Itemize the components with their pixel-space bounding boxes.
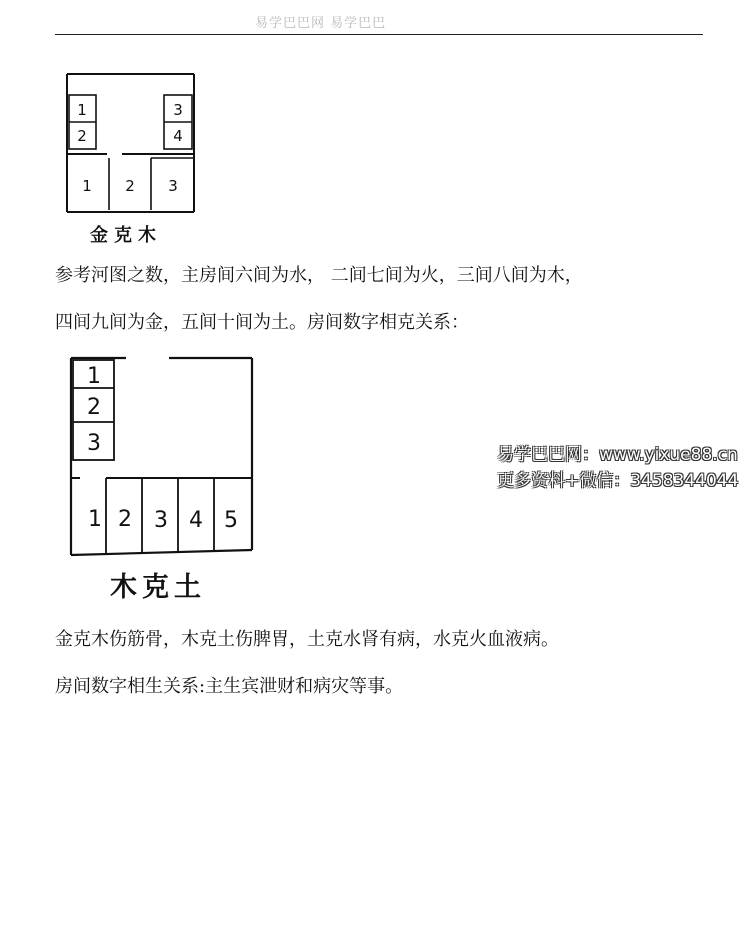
floorplan-diagram-1 (62, 58, 202, 218)
watermark-line-1: 易学巴巴网：www.yixue88.cn (497, 445, 738, 465)
watermark-line-2: 更多资料+微信：3458344044 (497, 471, 739, 491)
room-label: 4 (173, 127, 183, 145)
paragraph-1-line-2: 四间九间为金，五间十间为土。房间数字相克关系： (55, 312, 469, 333)
diagram-1-caption: 金克木 (90, 225, 162, 246)
paragraph-2-line-1: 金克木伤筋骨，木克土伤脾胃，土克水肾有病，水克火血液病。 (55, 629, 559, 650)
room-label: 1 (87, 364, 101, 389)
room-label: 5 (224, 508, 238, 533)
floorplan-diagram-2 (66, 350, 261, 565)
floorplan-1-svg (62, 58, 202, 218)
floorplan-2-svg (66, 350, 261, 565)
room-label: 2 (118, 507, 132, 532)
room-label: 3 (154, 508, 168, 533)
bottom-wall (71, 550, 252, 555)
room-label: 2 (77, 127, 87, 145)
room-label: 2 (87, 395, 101, 420)
room-label: 2 (125, 177, 135, 195)
diagram-2-caption: 木克土 (110, 572, 206, 603)
header-divider (55, 34, 703, 35)
room-label: 3 (173, 101, 183, 119)
room-label: 4 (189, 508, 203, 533)
room-label: 1 (82, 177, 92, 195)
room-label: 3 (87, 431, 101, 456)
page-header-text: 易学巴巴网 易学巴巴 (255, 16, 387, 31)
room-label: 1 (88, 507, 102, 532)
paragraph-2-line-2: 房间数字相生关系:主生宾泄财和病灾等事。 (55, 676, 404, 697)
room-label: 3 (168, 177, 178, 195)
paragraph-1-line-1: 参考河图之数，主房间六间为水， 二间七间为火，三间八间为木， (55, 265, 583, 286)
room-label: 1 (77, 101, 87, 119)
